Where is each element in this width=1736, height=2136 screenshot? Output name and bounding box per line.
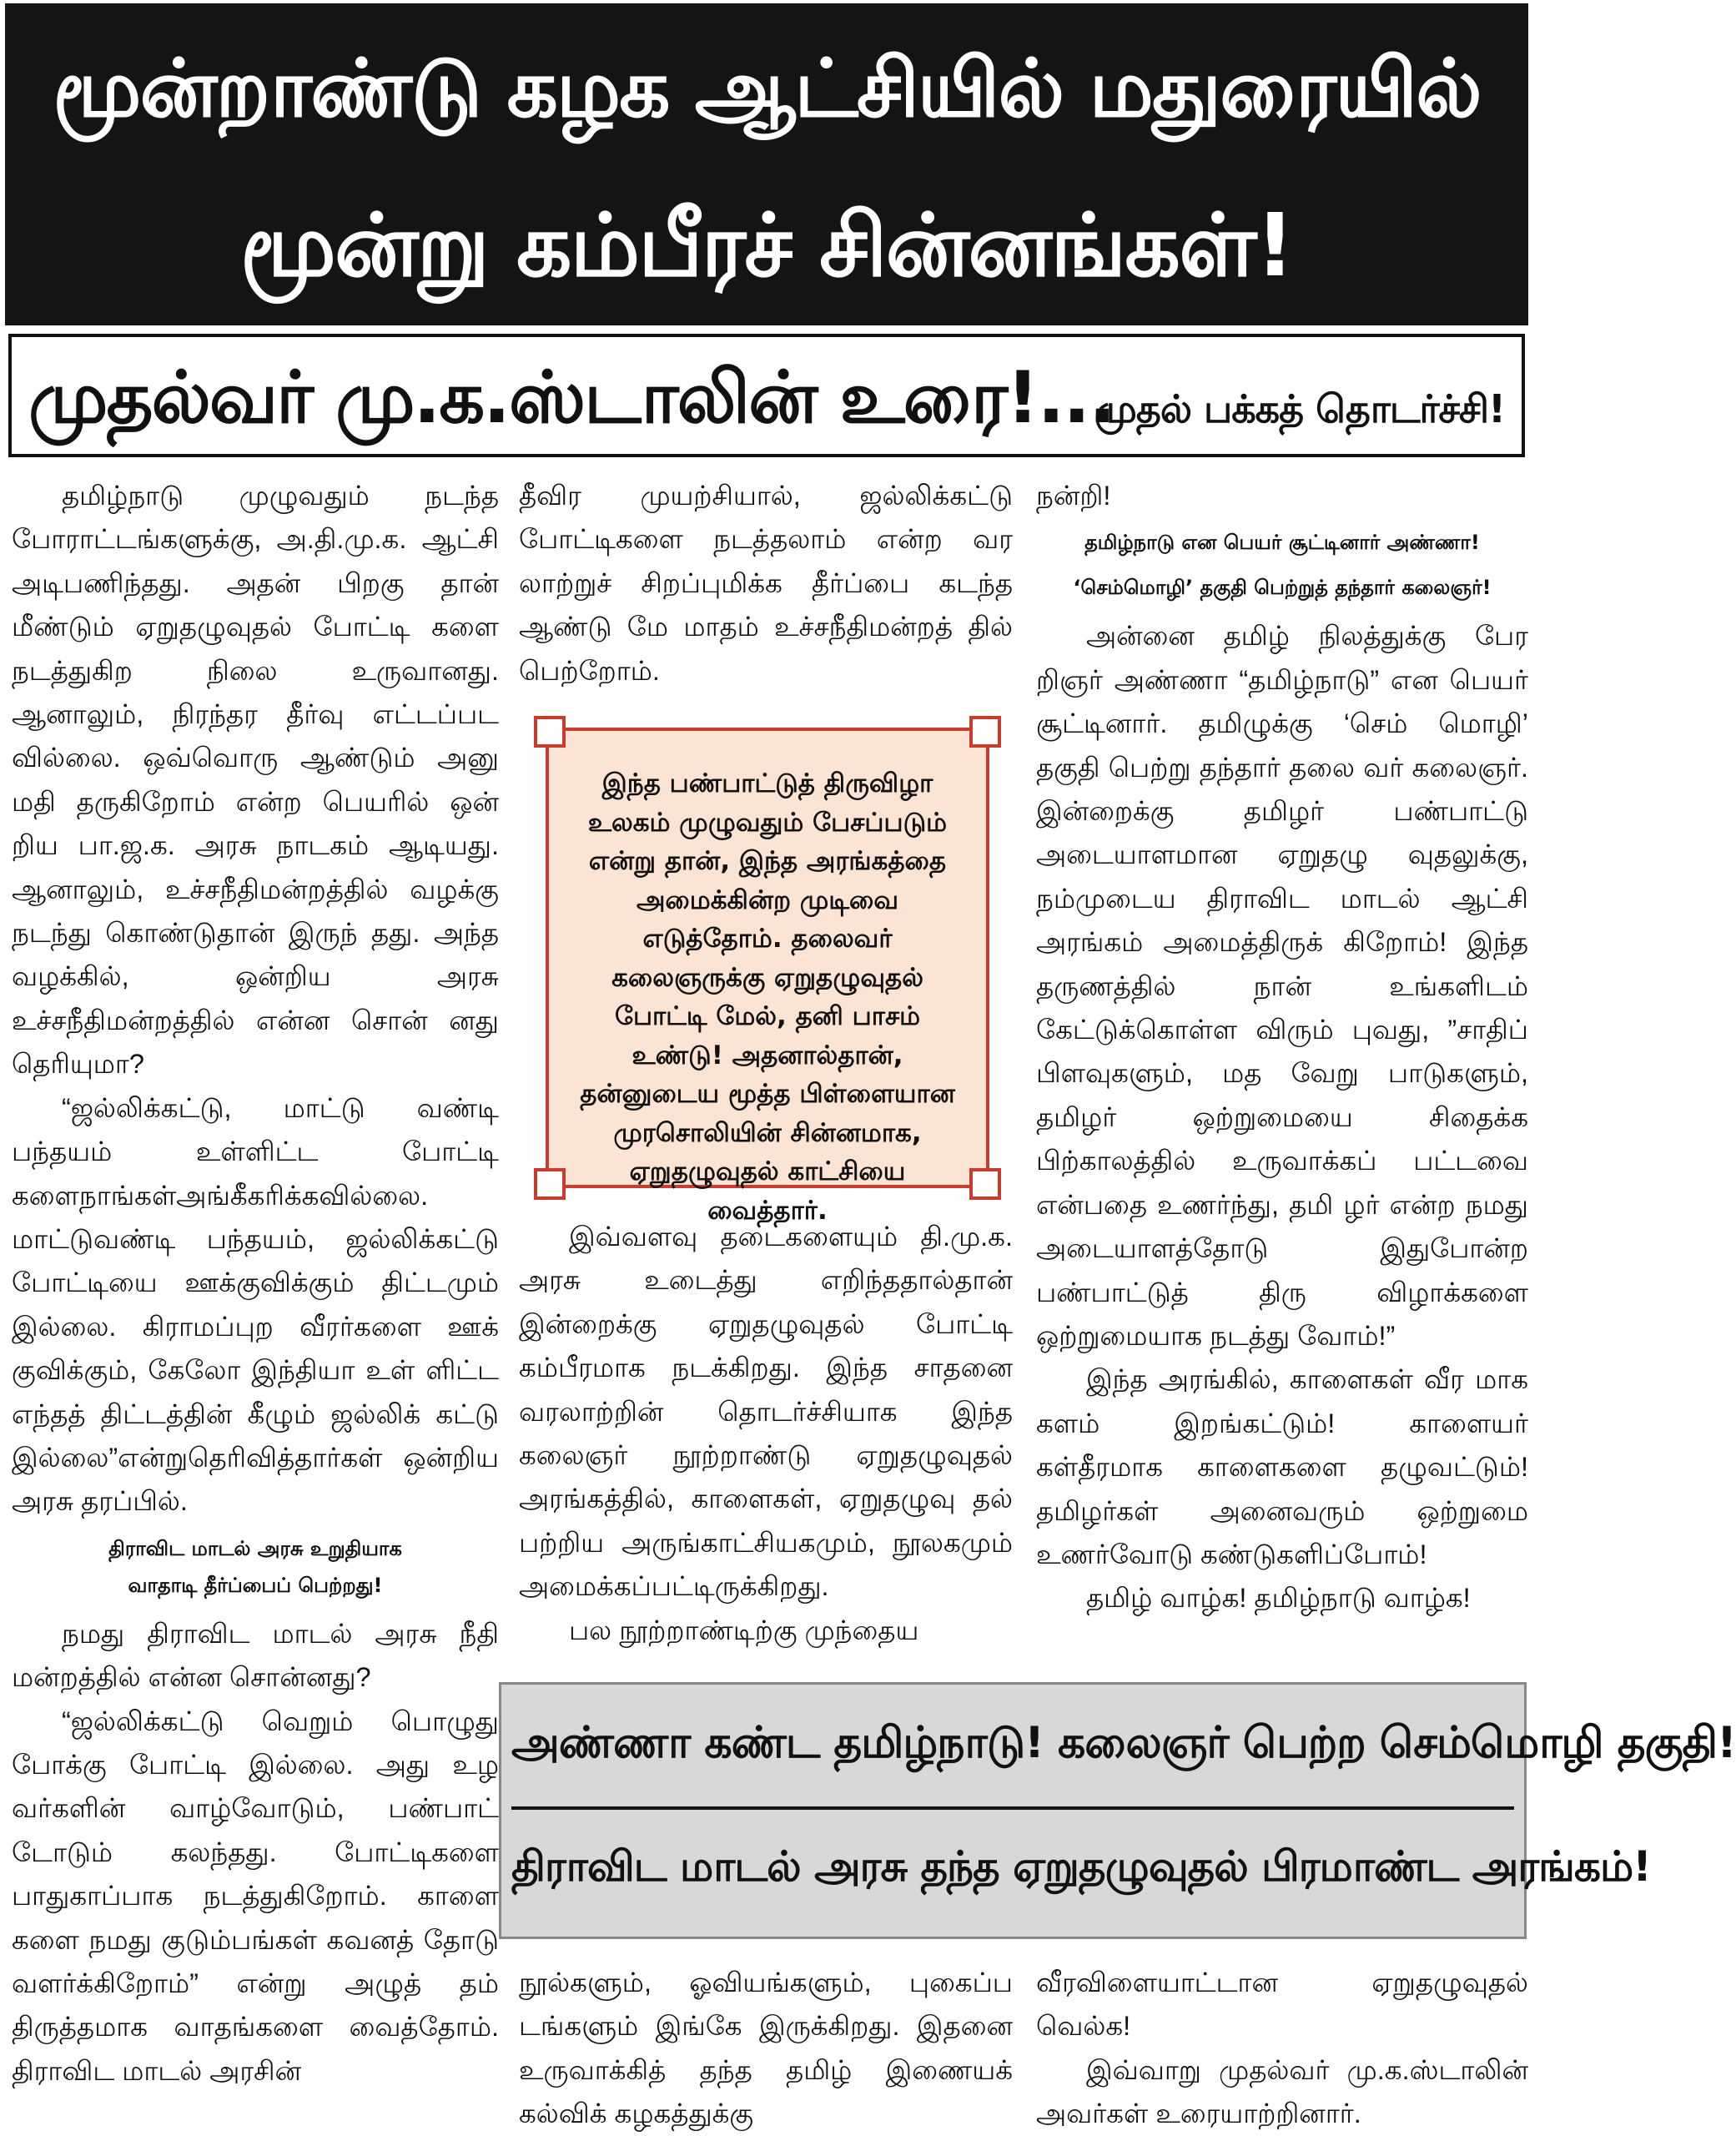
- section-heading-line-2: வாதாடி தீர்ப்பைப் பெற்றது!: [128, 1573, 383, 1597]
- paragraph: தமிழ்நாடு முழுவதும் நடந்த போராட்டங்களுக்கு, அ.தி.மு.க. ஆட்சி அடிபணிந்தது. அதன் பிறகு தான் மீண்டும் ஏறுதழுவுதல் போட்டி களை நடத்துகிற நிலை உருவானது. ஆனாலும், நிரந்தர தீர்வு எட்டப்பட வில்லை. ஒவ்வொரு ஆண்டும் அனு மதி தருகிறோம் என்ற பெயரில் ஒன் றிய பா.ஜ.க. அரசு நாடகம் ஆடியது. ஆனாலும், உச்சநீதிமன்றத்தில் வழக்கு நடந்து கொண்டுதான் இருந் தது. அந்த வழக்கில், ஒன்றிய அரசு உச்சநீதிமன்றத்தில் என்ன சொன் னது தெரியுமா?: [12, 481, 499, 1080]
- paragraph: “ஜல்லிக்கட்டு வெறும் பொழுது போக்கு போட்டி இல்லை. அது உழ வர்களின் வாழ்வோடும், பண்பாட் டோடும் கலந்தது. போட்டிகளை பாதுகாப்பாக நடத்துகிறோம். காளை களை நமது குடும்பங்கள் கவனத் தோடு வளர்க்கிறோம்” என்று அழுத் தம் திருத்தமாக வாதங்களை வைத்தோம். திராவிட மாடல் அரசின்: [12, 1705, 499, 2086]
- paragraph: “ஜல்லிக்கட்டு, மாட்டு வண்டி பந்தயம் உள்ளிட்ட போட்டி களைநாங்கள்அங்கீகரிக்கவில்லை. மாட்டுவண்டி பந்தயம், ஜல்லிக்கட்டு போட்டியை ஊக்குவிக்கும் திட்டமும் இல்லை. கிராமப்புற வீரர்களை ஊக் குவிக்கும், கேலோ இந்தியா உள் ளிட்ட எந்தத் திட்டத்தின் கீழும் ஜல்லிக் கட்டு இல்லை”என்றுதெரிவித்தார்கள் ஒன்றிய அரசு தரப்பில்.: [12, 1092, 499, 1517]
- divider: [511, 1806, 1514, 1810]
- decorative-corner: [534, 1168, 566, 1200]
- article-column-2-middle: [519, 1215, 1013, 1652]
- section-heading: [1036, 569, 1528, 606]
- decorative-corner: [534, 716, 566, 748]
- paragraph: நூல்களும், ஓவியங்களும், புகைப்ப டங்களும் இங்கே இருக்கிறது. இதனை உருவாக்கித் தந்த தமிழ் இணையக் கல்விக் கழகத்துக்கு: [519, 1967, 1013, 2129]
- paragraph: வீரவிளையாட்டான ஏறுதழுவுதல் வெல்க!: [1036, 1967, 1528, 2042]
- paragraph: அன்னை தமிழ் நிலத்துக்கு பேர றிஞர் அண்ணா “தமிழ்நாடு” என பெயர் சூட்டினார். தமிழுக்கு ‘செம் மொழி’ தகுதி பெற்று தந்தார் தலை வர் கலைஞர். இன்றைக்கு தமிழர் பண்பாட்டு அடையாளமான ஏறுதழு வுதலுக்கு, நம்முடைய திராவிட மாடல் ஆட்சி அரங்கம் அமைத்திருக் கிறோம்! இந்த தருணத்தில் நான் உங்களிடம் கேட்டுக்கொள்ள விரும் புவது, ”சாதிப் பிளவுகளும், மத வேறு பாடுகளும், தமிழர் ஒற்றுமையை சிதைக்க பிற்காலத்தில் உருவாக்கப் பட்டவை என்பதை உணர்ந்து, தமி ழர் என்ற நமது அடையாளத்தோடு இதுபோன்ற பண்பாட்டுத் திரு விழாக்களை ஒற்றுமையாக நடத்து வோம்!”: [1036, 621, 1528, 1351]
- article-column-2-bottom: [519, 1961, 1013, 2136]
- pull-quote-box: [546, 728, 989, 1226]
- paragraph: பல நூற்றாண்டிற்கு முந்தைய: [569, 1615, 919, 1645]
- headline-line-2: மூன்று கம்பீரச் சின்னங்கள்!: [239, 194, 1294, 296]
- article-column-3: [1036, 474, 1528, 1620]
- subheadline-box: [8, 334, 1525, 457]
- paragraph: இவ்வாறு முதல்வர் மு.க.ஸ்டாலின் அவர்கள் உரையாற்றினார்.: [1036, 2054, 1528, 2129]
- highlight-line-1: அண்ணா கண்ட தமிழ்நாடு! கலைஞர் பெற்ற செம்மொழி தகுதி!: [511, 1718, 1736, 1768]
- headline-line-1: மூன்றாண்டு கழக ஆட்சியில் மதுரையில்: [53, 42, 1481, 135]
- section-heading-line-2: ‘செம்மொழி’ தகுதி பெற்றுத் தந்தார் கலைஞர்!: [1073, 576, 1492, 600]
- article-column-2-top: [519, 474, 1013, 693]
- subheadline-title: முதல்வர் மு.க.ஸ்டாலின் உரை!...: [28, 356, 1115, 440]
- section-heading: [1036, 524, 1528, 561]
- section-heading: [12, 1530, 499, 1604]
- article-column-3-bottom: [1036, 1961, 1528, 2136]
- paragraph: தீவிர முயற்சியால், ஜல்லிக்கட்டு போட்டிகளை நடத்தலாம் என்ற வர லாற்றுச் சிறப்புமிக்க தீர்ப்பை கடந்த ஆண்டு மே மாதம் உச்சநீதிமன்றத் தில் பெற்றோம்.: [519, 481, 1013, 686]
- pull-quote-text: இந்த பண்பாட்டுத் திருவிழா உலகம் முழுவதும் பேசப்படும் என்று தான், இந்த அரங்கத்தை அமைக்கின்ற முடிவை எடுத்தோம். தலைவர் கலைஞருக்கு ஏறுதழுவுதல் போட்டி மேல், தனி பாசம் உண்டு! அதனால்தான், தன்னுடைய மூத்த பிள்ளையான முரசொலியின் சின்னமாக, ஏறுதழுவுதல் காட்சியை வைத்தார்.: [580, 768, 955, 1226]
- highlight-box: [499, 1682, 1736, 1939]
- section-heading-line-1: தமிழ்நாடு என பெயர் சூட்டினார் அண்ணா!: [1084, 531, 1480, 555]
- highlight-line-2: திராவிட மாடல் அரசு தந்த ஏறுதழுவுதல் பிரமாண்ட அரங்கம்!: [511, 1842, 1651, 1891]
- paragraph: நன்றி!: [1036, 481, 1111, 511]
- paragraph: தமிழ் வாழ்க! தமிழ்நாடு வாழ்க!: [1086, 1583, 1471, 1614]
- article-column-1: [12, 474, 499, 2093]
- section-heading-line-1: திராவிட மாடல் அரசு உறுதியாக: [108, 1536, 402, 1560]
- decorative-corner: [969, 1168, 1001, 1200]
- decorative-corner: [969, 716, 1001, 748]
- paragraph: இந்த அரங்கில், காளைகள் வீர மாக களம் இறங்கட்டும்! காளையர் கள்தீரமாக காளைகளை தழுவட்டும்! தமிழர்கள் அனைவரும் ஒற்றுமை உணர்வோடு கண்டுகளிப்போம்!: [1036, 1364, 1528, 1569]
- paragraph: இவ்வளவு தடைகளையும் தி.மு.க. அரசு உடைத்து எறிந்ததால்தான் இன்றைக்கு ஏறுதழுவுதல் போட்டி கம்பீரமாக நடக்கிறது. இந்த சாதனை வரலாற்றின் தொடர்ச்சியாக இந்த கலைஞர் நூற்றாண்டு ஏறுதழுவுதல் அரங்கத்தில், காளைகள், ஏறுதழுவு தல் பற்றிய அருங்காட்சியகமும், நூலகமும் அமைக்கப்பட்டிருக்கிறது.: [519, 1222, 1013, 1602]
- headline-banner: [5, 3, 1528, 325]
- continuation-label: முதல் பக்கத் தொடர்ச்சி!: [1094, 386, 1505, 431]
- paragraph: நமது திராவிட மாடல் அரசு நீதி மன்றத்தில் என்ன சொன்னது?: [12, 1618, 499, 1693]
